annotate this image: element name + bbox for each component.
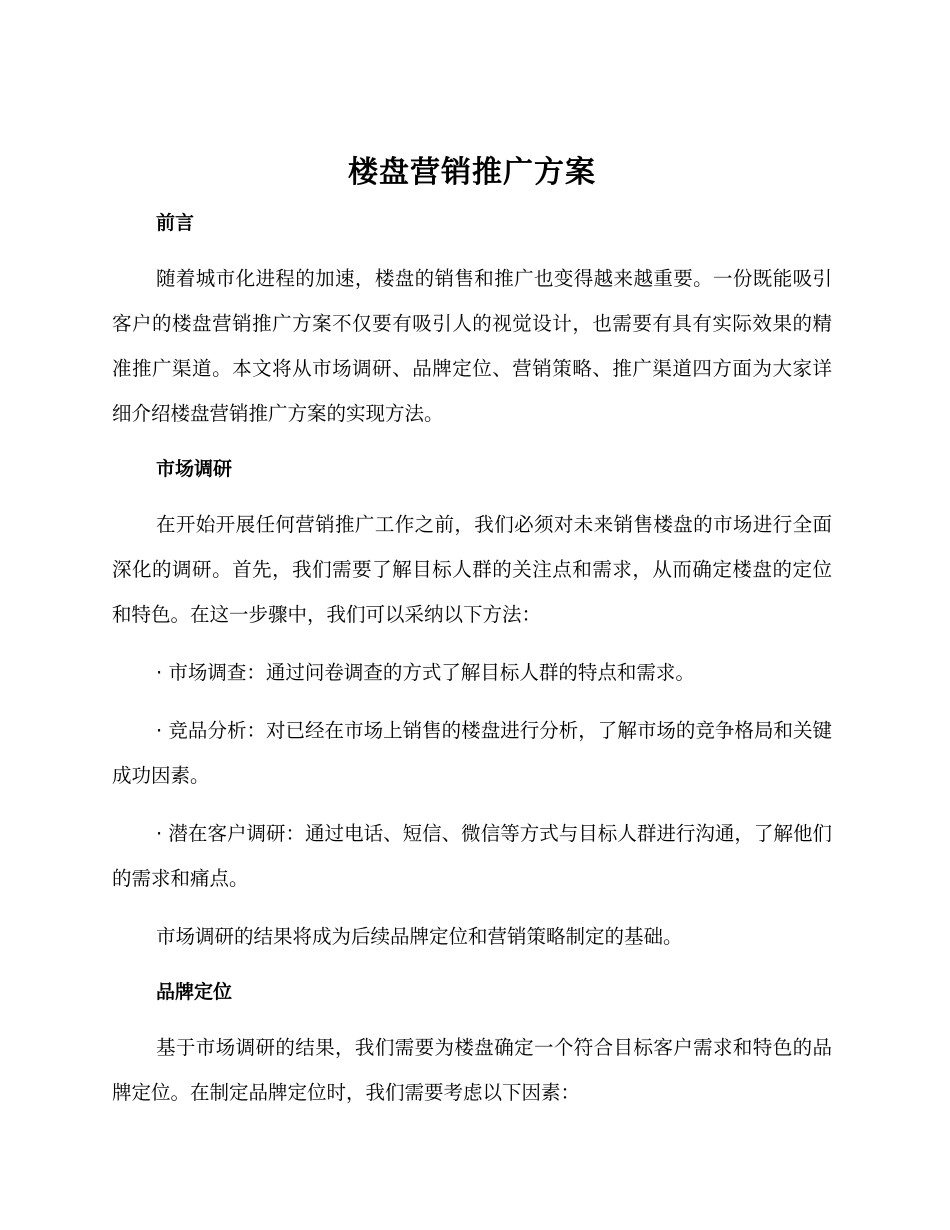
spacer [112,959,832,977]
document-page [112,150,832,1115]
spacer [112,238,832,256]
bullet-competitor-analysis: · 竞品分析：对已经在市场上销售的楼盘进行分析，了解市场的竞争格局和关键成功因素。 [112,719,832,787]
spacer [112,637,832,650]
paragraph-brand-positioning: 基于市场调研的结果，我们需要为楼盘确定一个符合目标客户需求和特色的品牌定位。在制定品牌定位时，我们需要考虑以下因素： [112,1036,832,1104]
bullet-market-survey: · 市场调查：通过问卷调查的方式了解目标人群的特点和需求。 [156,661,695,684]
spacer [112,436,832,454]
paragraph-market-research-intro: 在开始开展任何营销推广工作之前，我们必须对未来销售楼盘的市场进行全面深化的调研。首先，我们需要了解目标人群的关注点和需求，从而确定楼盘的定位和特色。在这一步骤中，我们可以采纳以下方法： [112,513,832,626]
section-heading-market-research: 市场调研 [156,458,233,480]
bullet-customer-research: · 潜在客户调研：通过电话、短信、微信等方式与目标人群进行沟通，了解他们的需求和痛点。 [112,822,832,890]
spacer [112,901,832,914]
section-heading-brand-positioning: 品牌定位 [156,981,233,1003]
spacer [112,484,832,502]
spacer [112,196,832,208]
spacer [112,1007,832,1025]
section-heading-preface: 前言 [156,212,195,234]
spacer [112,695,832,708]
document-title: 楼盘营销推广方案 [348,155,596,190]
paragraph-preface: 随着城市化进程的加速，楼盘的销售和推广也变得越来越重要。一份既能吸引客户的楼盘营销推广方案不仅要有吸引人的视觉设计，也需要有具有实际效果的精准推广渠道。本文将从市场调研、品牌定位、营销策略、推广渠道四方面为大家详细介绍楼盘营销推广方案的实现方法。 [112,267,832,425]
spacer [112,798,832,811]
paragraph-market-research-summary: 市场调研的结果将成为后续品牌定位和营销策略制定的基础。 [156,925,683,948]
